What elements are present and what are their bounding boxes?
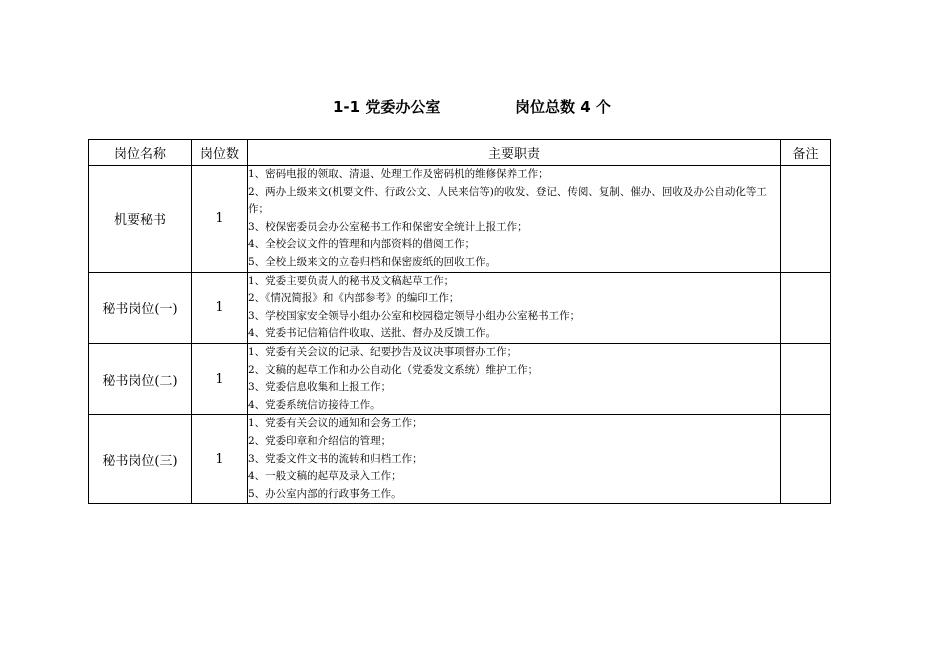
- table-body: [89, 166, 831, 504]
- col-header-duties: 主要职责: [248, 140, 781, 166]
- table-row: [89, 415, 831, 504]
- post-name-cell: 秘书岗位(二): [89, 343, 192, 414]
- table-row: [89, 272, 831, 343]
- duty-item: 3、学校国家安全领导小组办公室和校园稳定领导小组办公室秘书工作；: [248, 309, 581, 322]
- remark-cell: [781, 272, 831, 343]
- duty-item: 1、密码电报的领取、清退、处理工作及密码机的维修保养工作；: [248, 168, 549, 180]
- duty-item: 1、党委有关会议的记录、纪要抄告及议决事项督办工作；: [248, 345, 518, 358]
- post-count-cell: 1: [192, 415, 248, 504]
- post-count-cell: 1: [192, 343, 248, 414]
- remark-cell: [781, 415, 831, 504]
- duties-cell: [248, 272, 781, 343]
- post-name-cell: 机要秘书: [89, 166, 192, 273]
- duty-item: 1、党委有关会议的通知和会务工作；: [248, 417, 423, 430]
- post-count-cell: 1: [192, 166, 248, 273]
- post-total: 岗位总数 4 个: [515, 98, 611, 116]
- duty-item: 2、文稿的起草工作和办公自动化（党委发文系统）维护工作；: [248, 363, 539, 376]
- duty-item: 2、两办上级来文(机要文件、行政公文、人民来信等)的收发、登记、传阅、复制、催办、回收及办公自动化等工作；: [248, 185, 767, 216]
- remark-cell: [781, 343, 831, 414]
- duty-item: 1、党委主要负责人的秘书及文稿起草工作；: [248, 274, 455, 287]
- department-title: 1-1 党委办公室: [333, 98, 441, 116]
- col-header-remark: 备注: [781, 140, 831, 166]
- duty-item: 3、党委文件文书的流转和归档工作；: [248, 452, 423, 465]
- col-header-post-name: 岗位名称: [89, 140, 192, 166]
- duties-cell: [248, 166, 781, 273]
- post-name-cell: 秘书岗位(三): [89, 415, 192, 504]
- duty-item: 5、全校上级来文的立卷归档和保密废纸的回收工作。: [248, 255, 497, 268]
- duty-item: 2、《情况简报》和《内部参考》的编印工作；: [248, 292, 460, 305]
- table-row: [89, 343, 831, 414]
- duties-cell: [248, 415, 781, 504]
- title-row: [0, 96, 950, 120]
- post-table: [88, 139, 831, 504]
- duty-item: 5、办公室内部的行政事务工作。: [248, 487, 402, 500]
- duty-item: 4、一般文稿的起草及录入工作；: [248, 470, 402, 483]
- duty-item: 3、党委信息收集和上报工作；: [248, 381, 392, 394]
- duties-cell: [248, 343, 781, 414]
- remark-cell: [781, 166, 831, 273]
- duty-item: 3、校保密委员会办公室秘书工作和保密安全统计上报工作；: [248, 220, 528, 233]
- duty-item: 4、党委书记信箱信件收取、送批、督办及反馈工作。: [248, 327, 497, 340]
- duty-item: 2、党委印章和介绍信的管理；: [248, 434, 392, 447]
- table-header-row: [89, 140, 831, 166]
- col-header-post-count: 岗位数: [192, 140, 248, 166]
- post-name-cell: 秘书岗位(一): [89, 272, 192, 343]
- duty-item: 4、全校会议文件的管理和内部资料的借阅工作；: [248, 238, 476, 251]
- duty-item: 4、党委系统信访接待工作。: [248, 398, 381, 411]
- post-count-cell: 1: [192, 272, 248, 343]
- table-row: [89, 166, 831, 273]
